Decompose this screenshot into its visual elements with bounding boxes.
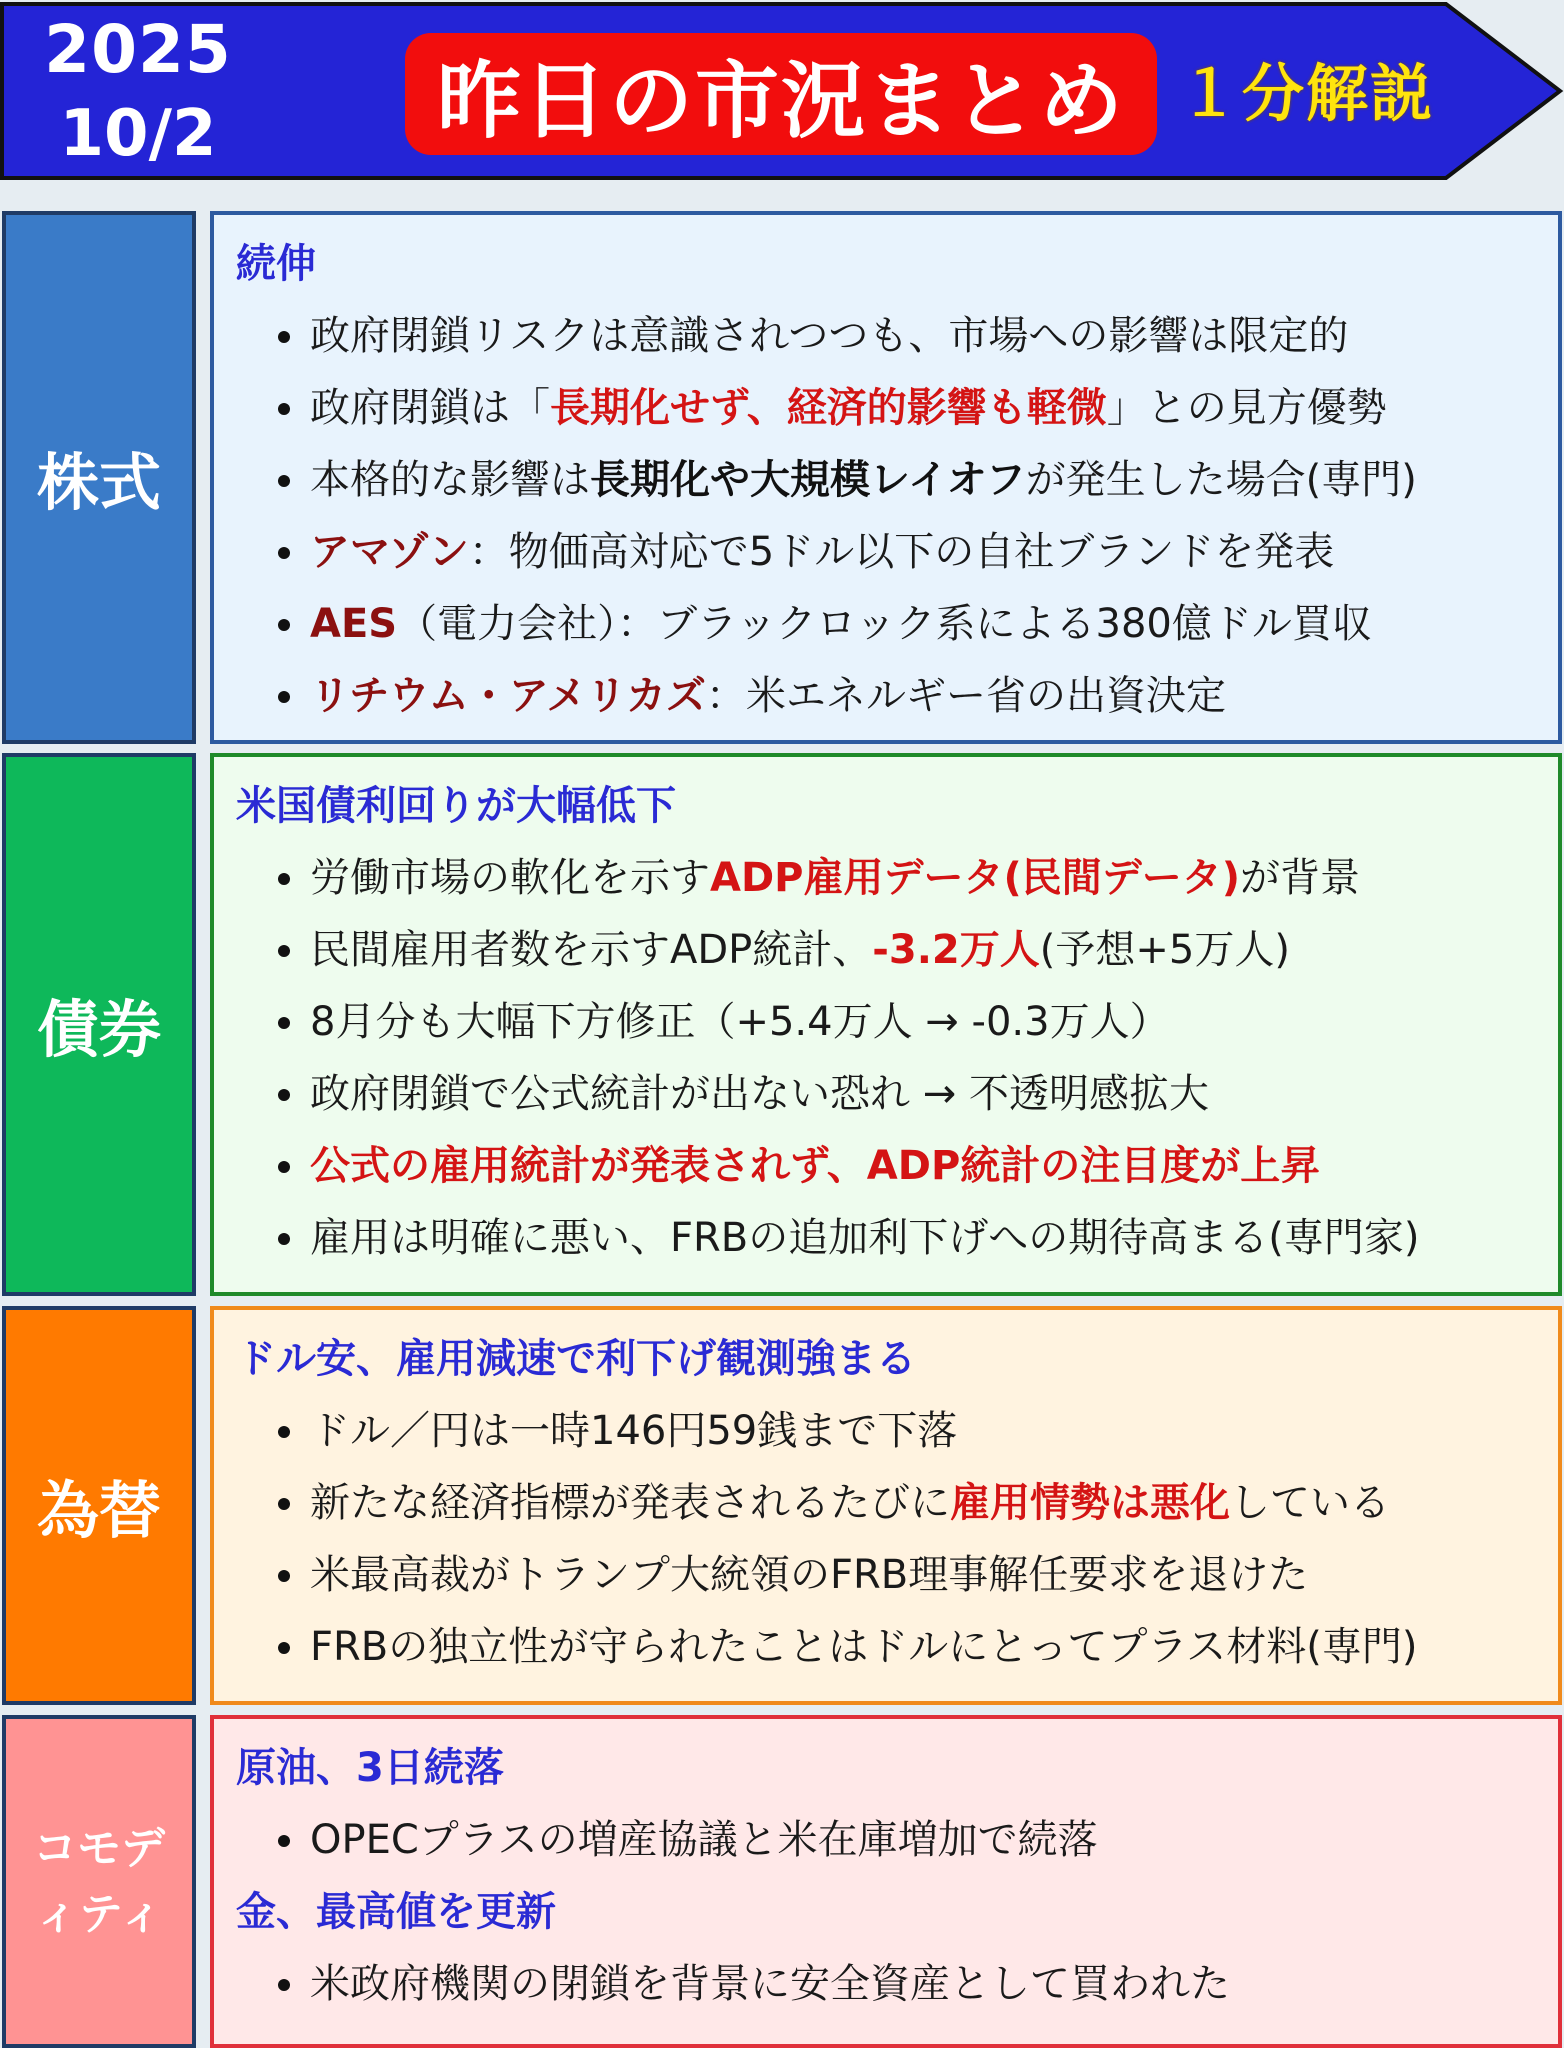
- commodities-section: [0, 1715, 1564, 2048]
- fx-content: [210, 1306, 1562, 1705]
- oil-list: [236, 1815, 1558, 1865]
- date-month-day: 10/2: [59, 97, 217, 171]
- list-item: アマゾン：物価高対応で5ドル以下の自社ブランドを発表: [236, 527, 1558, 577]
- list-item: 8月分も大幅下方修正（+5.4万人 → -0.3万人）: [236, 997, 1558, 1047]
- list-item: 新たな経済指標が発表されるたびに雇用情勢は悪化している: [236, 1478, 1558, 1528]
- list-item: FRBの独立性が守られたことはドルにとってプラス材料(専門): [236, 1622, 1558, 1672]
- stocks-heading: 続伸: [236, 241, 316, 287]
- list-item: 政府閉鎖リスクは意識されつつも、市場への影響は限定的: [236, 311, 1558, 361]
- bonds-heading: 米国債利回りが大幅低下: [236, 783, 676, 829]
- stocks-list: [236, 311, 1558, 721]
- stocks-content: [210, 211, 1562, 744]
- list-item: AES（電力会社）：ブラックロック系による380億ドル買収: [236, 599, 1558, 649]
- list-item: 政府閉鎖で公式統計が出ない恐れ → 不透明感拡大: [236, 1069, 1558, 1119]
- list-item: 米政府機関の閉鎖を背景に安全資産として買われた: [236, 1959, 1558, 2009]
- oil-heading: 原油、3日続落: [236, 1745, 504, 1791]
- commodities-label: [2, 1715, 196, 2048]
- fx-label: [2, 1306, 196, 1705]
- fx-label-text: 為替: [36, 1474, 161, 1547]
- list-item: OPECプラスの増産協議と米在庫増加で続落: [236, 1815, 1558, 1865]
- list-item: 政府閉鎖は「長期化せず、経済的影響も軽微」との見方優勢: [236, 383, 1558, 433]
- bonds-section: [0, 753, 1564, 1296]
- bonds-label: [2, 753, 196, 1296]
- list-item: 公式の雇用統計が発表されず、ADP統計の注目度が上昇: [236, 1141, 1558, 1191]
- list-item: リチウム・アメリカズ：米エネルギー省の出資決定: [236, 671, 1558, 721]
- header-banner: [0, 0, 1564, 182]
- bonds-list: [236, 853, 1558, 1263]
- list-item: 本格的な影響は長期化や大規模レイオフが発生した場合(専門): [236, 455, 1558, 505]
- commodities-content: [210, 1715, 1562, 2048]
- gold-list: [236, 1959, 1558, 2009]
- page-subtitle: １分解説: [1178, 57, 1435, 130]
- stocks-section: [0, 211, 1564, 744]
- commodities-label-line2: ィティ: [34, 1888, 164, 1940]
- list-item: ドル／円は一時146円59銭まで下落: [236, 1406, 1558, 1456]
- fx-list: [236, 1406, 1558, 1672]
- commodities-label-line1: コモデ: [33, 1822, 165, 1874]
- bonds-content: [210, 753, 1562, 1296]
- list-item: 労働市場の軟化を示すADP雇用データ(民間データ)が背景: [236, 853, 1558, 903]
- stocks-label: [2, 211, 196, 744]
- fx-heading: ドル安、雇用減速で利下げ観測強まる: [236, 1336, 916, 1382]
- page-title: 昨日の市況まとめ: [405, 33, 1157, 155]
- list-item: 民間雇用者数を示すADP統計、-3.2万人(予想+5万人): [236, 925, 1558, 975]
- date-year: 2025: [44, 11, 232, 88]
- list-item: 雇用は明確に悪い、FRBの追加利下げへの期待高まる(専門家): [236, 1213, 1558, 1263]
- bonds-label-text: 債券: [36, 993, 161, 1066]
- stocks-label-text: 株式: [36, 446, 161, 519]
- gold-heading: 金、最高値を更新: [236, 1889, 556, 1935]
- fx-section: [0, 1306, 1564, 1705]
- list-item: 米最高裁がトランプ大統領のFRB理事解任要求を退けた: [236, 1550, 1558, 1600]
